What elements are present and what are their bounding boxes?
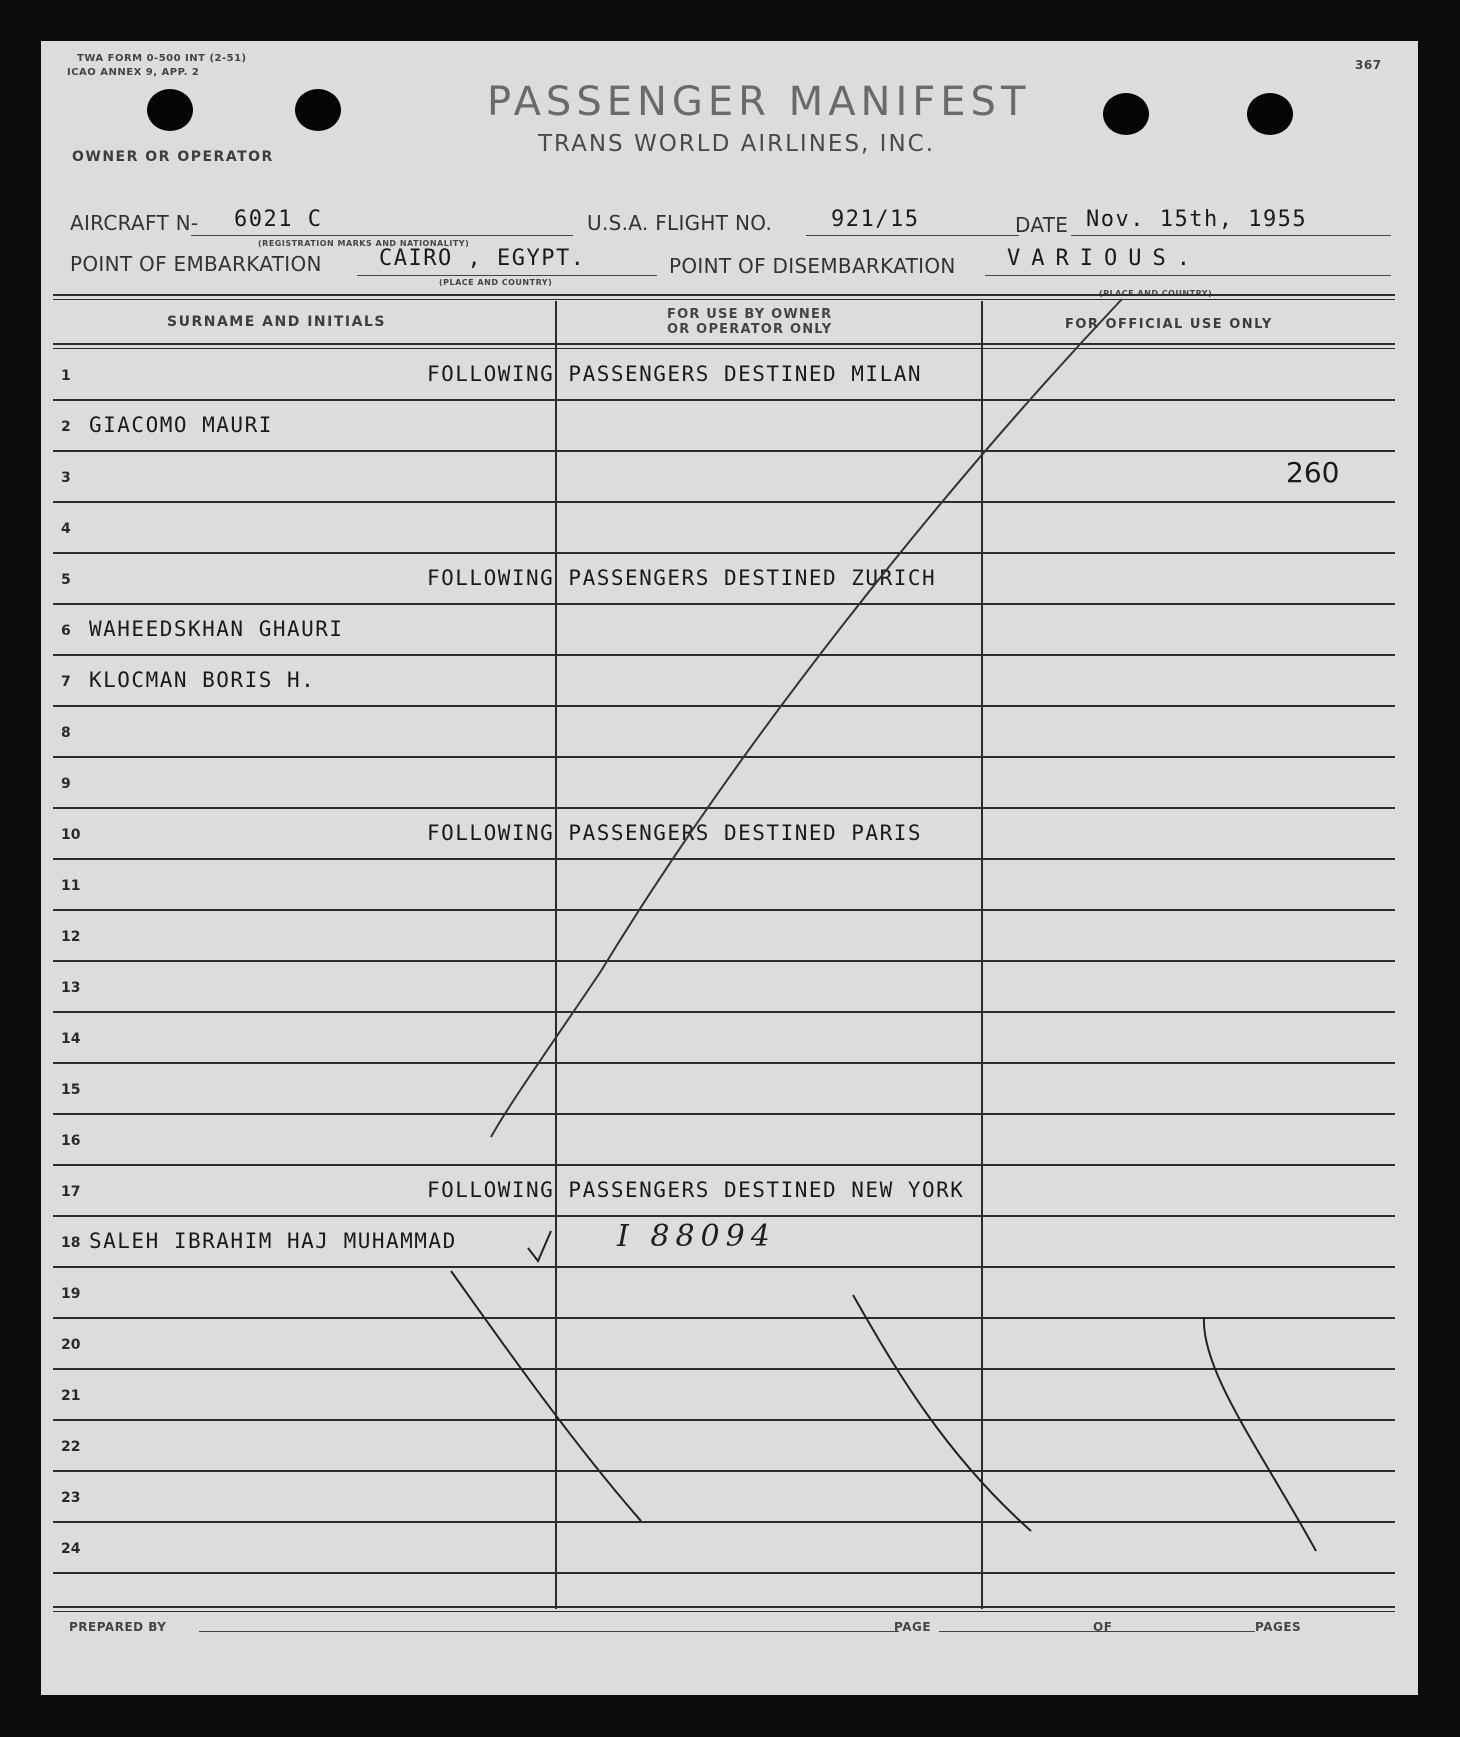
airline-name: TRANS WORLD AIRLINES, INC. <box>538 131 936 157</box>
row-number: 23 <box>61 1490 81 1506</box>
handwritten-marks <box>41 41 1418 1695</box>
destination-heading: FOLLOWING PASSENGERS DESTINED NEW YORK <box>427 1178 965 1202</box>
disembarkation-value: VARIOUS. <box>1007 246 1201 271</box>
row-number: 12 <box>61 929 81 945</box>
destination-heading: FOLLOWING PASSENGERS DESTINED MILAN <box>427 362 923 386</box>
row-number: 10 <box>61 827 81 843</box>
destination-heading: FOLLOWING PASSENGERS DESTINED PARIS <box>427 821 923 845</box>
row-number: 20 <box>61 1337 81 1353</box>
manifest-page <box>41 41 1418 1695</box>
row-number: 7 <box>61 674 71 690</box>
row-number: 4 <box>61 521 71 537</box>
row-number: 24 <box>61 1541 81 1557</box>
aircraft-value: 6021 C <box>234 207 323 232</box>
cancel-stroke-2 <box>853 1295 1031 1531</box>
row-number: 11 <box>61 878 81 894</box>
handwritten-number: I 88094 <box>617 1219 776 1254</box>
cancel-stroke-3 <box>1204 1317 1316 1551</box>
row-number: 17 <box>61 1184 81 1200</box>
document-title: PASSENGER MANIFEST <box>487 79 1031 125</box>
form-number: TWA FORM 0-500 INT (2-51) <box>77 53 247 64</box>
disembarkation-label: POINT OF DISEMBARKATION <box>669 254 956 278</box>
pages-label: PAGES <box>1255 1620 1302 1634</box>
registration-caption: (REGISTRATION MARKS AND NATIONALITY) <box>258 239 470 248</box>
embarkation-value: CAIRO , EGYPT. <box>379 246 586 271</box>
row-number: 8 <box>61 725 71 741</box>
checkmark <box>528 1231 551 1261</box>
passenger-name: WAHEEDSKHAN GHAURI <box>89 617 344 641</box>
col-header-owner-1: FOR USE BY OWNER <box>667 307 833 322</box>
col-header-official: FOR OFFICIAL USE ONLY <box>1065 317 1273 332</box>
row-number: 14 <box>61 1031 81 1047</box>
date-label: DATE <box>1015 213 1069 237</box>
row-number: 9 <box>61 776 71 792</box>
row-number: 13 <box>61 980 81 996</box>
of-label: OF <box>1093 1620 1113 1634</box>
row-number: 5 <box>61 572 71 588</box>
col-header-owner-2: OR OPERATOR ONLY <box>667 322 833 337</box>
destination-heading: FOLLOWING PASSENGERS DESTINED ZURICH <box>427 566 937 590</box>
flight-value: 921/15 <box>831 207 920 232</box>
row-number: 18 <box>61 1235 81 1251</box>
date-value: Nov. 15th, 1955 <box>1086 207 1308 232</box>
passenger-name: KLOCMAN BORIS H. <box>89 668 316 692</box>
row-number: 21 <box>61 1388 81 1404</box>
aircraft-label: AIRCRAFT N- <box>70 211 199 235</box>
diagonal-pen-stroke <box>491 299 1122 1137</box>
passenger-name: SALEH IBRAHIM HAJ MUHAMMAD <box>89 1229 457 1253</box>
embarkation-label: POINT OF EMBARKATION <box>70 252 322 276</box>
icao-reference: ICAO ANNEX 9, APP. 2 <box>67 67 200 78</box>
row-number: 22 <box>61 1439 81 1455</box>
owner-operator-label: OWNER OR OPERATOR <box>72 149 274 165</box>
row-number: 2 <box>61 419 71 435</box>
page-stamp: 367 <box>1355 58 1382 72</box>
place-country-caption: (PLACE AND COUNTRY) <box>439 278 553 287</box>
row-number: 1 <box>61 368 71 384</box>
row-number: 19 <box>61 1286 81 1302</box>
page-label: PAGE <box>894 1620 932 1634</box>
cancel-stroke-1 <box>451 1271 641 1521</box>
prepared-by-label: PREPARED BY <box>69 1620 167 1634</box>
flight-label: U.S.A. FLIGHT NO. <box>587 211 773 235</box>
official-use-number: 260 <box>1286 456 1340 489</box>
row-number: 6 <box>61 623 71 639</box>
row-number: 16 <box>61 1133 81 1149</box>
row-number: 15 <box>61 1082 81 1098</box>
passenger-name: GIACOMO MAURI <box>89 413 273 437</box>
col-header-surname: SURNAME AND INITIALS <box>167 314 386 330</box>
row-number: 3 <box>61 470 71 486</box>
